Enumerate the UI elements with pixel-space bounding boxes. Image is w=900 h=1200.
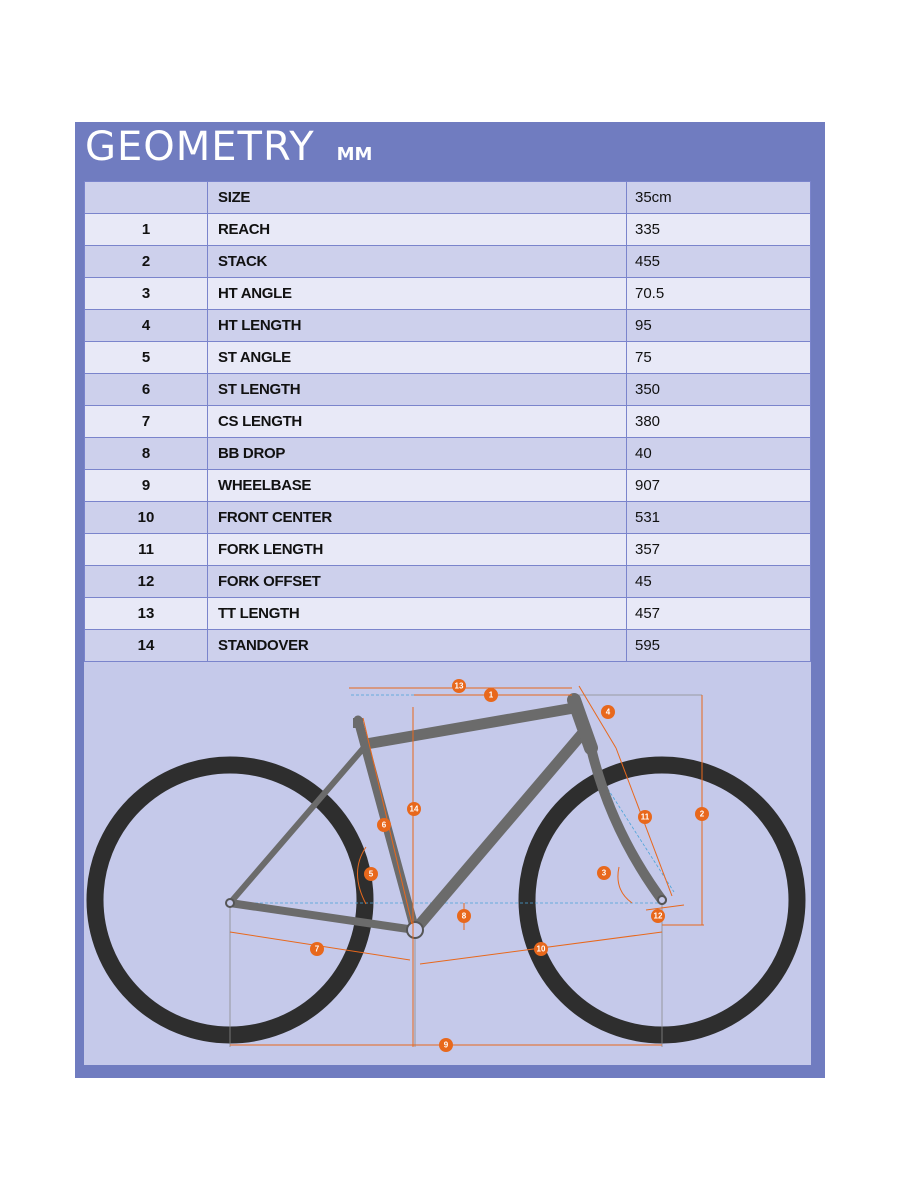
geometry-panel [75,122,825,1078]
ht-angle-arc [618,867,632,903]
geometry-table [84,181,811,662]
row-label: HT LENGTH [208,310,627,342]
size-value: 35cm [627,182,811,214]
row-number: 9 [85,470,208,502]
table-row [85,438,811,470]
row-number: 1 [85,214,208,246]
svg-text:3: 3 [601,868,607,878]
row-number: 10 [85,502,208,534]
marker-6 [377,818,391,832]
table-row [85,310,811,342]
table-row [85,278,811,310]
row-label: WHEELBASE [208,470,627,502]
table-row [85,534,811,566]
rear-dropout [226,899,234,907]
svg-text:11: 11 [640,812,650,822]
row-value: 455 [627,246,811,278]
table-row [85,470,811,502]
svg-text:13: 13 [454,681,464,691]
front-dropout [658,896,666,904]
svg-text:6: 6 [381,820,387,830]
row-number: 14 [85,630,208,662]
row-value: 595 [627,630,811,662]
table-row [85,598,811,630]
row-number: 6 [85,374,208,406]
marker-5 [364,867,378,881]
table-header-row [85,182,811,214]
bottom-bracket [407,922,423,938]
row-label: BB DROP [208,438,627,470]
row-number: 3 [85,278,208,310]
marker-8 [457,909,471,923]
row-number [85,182,208,214]
svg-text:9: 9 [443,1040,449,1050]
marker-13 [452,679,466,693]
row-label: TT LENGTH [208,598,627,630]
svg-text:7: 7 [314,944,320,954]
svg-text:2: 2 [699,809,705,819]
row-number: 2 [85,246,208,278]
table-row [85,566,811,598]
page-title: GEOMETRY [85,124,315,170]
marker-12 [651,909,665,923]
row-label: FORK OFFSET [208,566,627,598]
row-number: 8 [85,438,208,470]
size-label: SIZE [208,182,627,214]
row-label: CS LENGTH [208,406,627,438]
table-row [85,406,811,438]
seatpost-top [353,718,363,728]
fork-offset-line [646,905,684,910]
row-number: 11 [85,534,208,566]
row-number: 12 [85,566,208,598]
row-number: 5 [85,342,208,374]
table-row [85,630,811,662]
svg-text:4: 4 [605,707,611,717]
marker-7 [310,942,324,956]
row-number: 13 [85,598,208,630]
svg-text:14: 14 [409,804,419,814]
table-row [85,374,811,406]
down-tube [415,734,582,930]
geometry-title [85,124,372,170]
row-number: 4 [85,310,208,342]
row-label: FRONT CENTER [208,502,627,534]
marker-4 [601,705,615,719]
row-label: ST ANGLE [208,342,627,374]
row-label: HT ANGLE [208,278,627,310]
row-number: 7 [85,406,208,438]
unit-label: MM [336,144,373,165]
top-tube [366,708,574,744]
table-row [85,246,811,278]
row-label: STACK [208,246,627,278]
marker-14 [407,802,421,816]
row-value: 380 [627,406,811,438]
chainstay [230,903,415,930]
row-value: 45 [627,566,811,598]
row-label: FORK LENGTH [208,534,627,566]
row-value: 335 [627,214,811,246]
svg-text:8: 8 [461,911,467,921]
svg-text:1: 1 [488,690,494,700]
bike-diagram-svg [84,662,811,1065]
row-label: ST LENGTH [208,374,627,406]
row-value: 75 [627,342,811,374]
marker-9 [439,1038,453,1052]
svg-text:10: 10 [536,944,546,954]
row-value: 907 [627,470,811,502]
marker-2 [695,807,709,821]
row-value: 531 [627,502,811,534]
row-value: 70.5 [627,278,811,310]
row-label: STANDOVER [208,630,627,662]
svg-text:5: 5 [368,869,374,879]
svg-text:12: 12 [653,911,663,921]
marker-1 [484,688,498,702]
row-value: 357 [627,534,811,566]
row-value: 95 [627,310,811,342]
marker-11 [638,810,652,824]
table-row [85,502,811,534]
table-row [85,342,811,374]
table-row [85,214,811,246]
marker-10 [534,942,548,956]
row-value: 350 [627,374,811,406]
row-value: 457 [627,598,811,630]
marker-3 [597,866,611,880]
bike-geometry-diagram [84,662,811,1065]
bike-frame [230,700,662,930]
row-label: REACH [208,214,627,246]
row-value: 40 [627,438,811,470]
